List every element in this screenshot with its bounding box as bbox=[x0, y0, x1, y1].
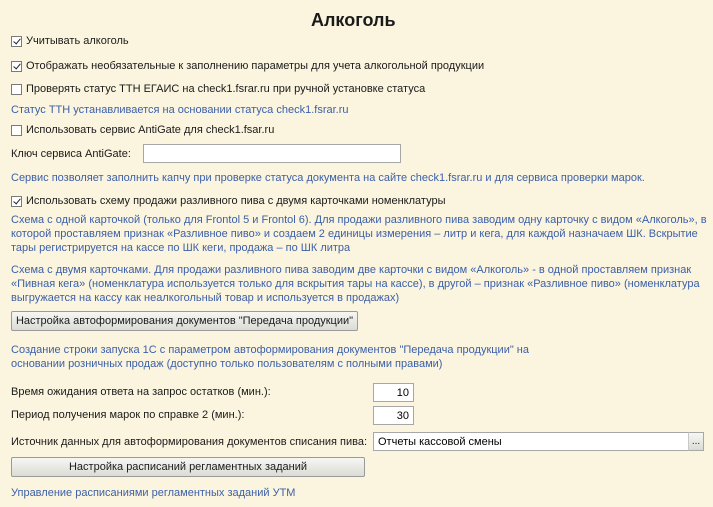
data-source-input[interactable] bbox=[373, 432, 689, 451]
antigate-key-label: Ключ сервиса AntiGate: bbox=[11, 148, 131, 160]
checkbox-label: Учитывать алкоголь bbox=[26, 35, 129, 47]
checkbox-box[interactable] bbox=[11, 61, 22, 72]
checkbox-box[interactable] bbox=[11, 36, 22, 47]
two-cards-scheme-hint bbox=[11, 263, 700, 305]
data-source-select-button[interactable]: ... bbox=[688, 432, 704, 451]
show-optional-params-checkbox[interactable] bbox=[11, 60, 484, 72]
antigate-key-input[interactable] bbox=[143, 144, 401, 163]
checkbox-label: Отображать необязательные к заполнению параметры для учета алкогольной продукции bbox=[26, 60, 485, 72]
hint-line: основании розничных продаж (доступно только пользователям с полными правами) bbox=[11, 358, 443, 370]
schedules-hint: Управление расписаниями регламентных заданий УТМ bbox=[11, 487, 296, 499]
checkbox-label: Использовать сервис AntiGate для check1.fsar.ru bbox=[26, 124, 275, 136]
marks-period-label: Период получения марок по справке 2 (мин.): bbox=[11, 409, 245, 421]
checkbox-box[interactable] bbox=[11, 84, 22, 95]
schedules-settings-button[interactable]: Настройка расписаний регламентных заданий bbox=[11, 457, 365, 477]
hint-line: Создание строки запуска 1С с параметром автоформирования документов "Передача продукции" на bbox=[11, 344, 529, 356]
wait-time-label: Время ожидания ответа на запрос остатков (мин.): bbox=[11, 386, 271, 398]
hint-line: выгружается на кассу как неалкогольный товар и используется в продажах) bbox=[11, 292, 400, 304]
check-ttn-status-checkbox[interactable] bbox=[11, 83, 425, 95]
hint-line: которой проставляем признак «Разливное пиво» и создаем 2 единицы измерения – литр и кега, для каждой назначаем ШК. Вскрытие bbox=[11, 228, 698, 240]
autoform-settings-button[interactable]: Настройка автоформирования документов "Передача продукции" bbox=[11, 311, 358, 331]
two-cards-scheme-checkbox[interactable] bbox=[11, 195, 445, 207]
hint-line: тары регистрируется на кассе по ШК кеги, продажа – по ШК литра bbox=[11, 242, 351, 254]
marks-period-input[interactable] bbox=[373, 406, 414, 425]
checkbox-box[interactable] bbox=[11, 125, 22, 136]
one-card-scheme-hint bbox=[11, 213, 707, 255]
data-source-label: Источник данных для автоформирования документов списания пива: bbox=[11, 436, 368, 448]
checkbox-label: Использовать схему продажи разливного пива с двумя карточками номенклатуры bbox=[26, 195, 446, 207]
use-antigate-checkbox[interactable] bbox=[11, 124, 274, 136]
autoform-hint bbox=[11, 343, 529, 371]
page-title: Алкоголь bbox=[311, 10, 396, 30]
wait-time-input[interactable] bbox=[373, 383, 414, 402]
antigate-hint: Сервис позволяет заполнить капчу при проверке статуса документа на сайте check1.fsrar.ru и для сервиса проверки марок. bbox=[11, 172, 645, 184]
hint-line: Схема с двумя карточками. Для продажи разливного пива заводим две карточки с видом «Алкоголь» - в одной проставляем признак bbox=[11, 264, 692, 276]
checkbox-label: Проверять статус ТТН ЕГАИС на check1.fsrar.ru при ручной установке статуса bbox=[26, 83, 426, 95]
checkbox-box[interactable] bbox=[11, 196, 22, 207]
use-alcohol-checkbox[interactable] bbox=[11, 35, 129, 47]
hint-line: «Пивная кега» (номенклатура используется только для вскрытия тары на кассе), в другой – признак «Разливное пиво» (номенклатура bbox=[11, 278, 700, 290]
ttn-status-hint: Статус ТТН устанавливается на основании статуса check1.fsrar.ru bbox=[11, 104, 349, 116]
hint-line: Схема с одной карточкой (только для Frontol 5 и Frontol 6). Для продажи разливного пива заводим одну карточку с видом «Алкоголь», в bbox=[11, 214, 707, 226]
